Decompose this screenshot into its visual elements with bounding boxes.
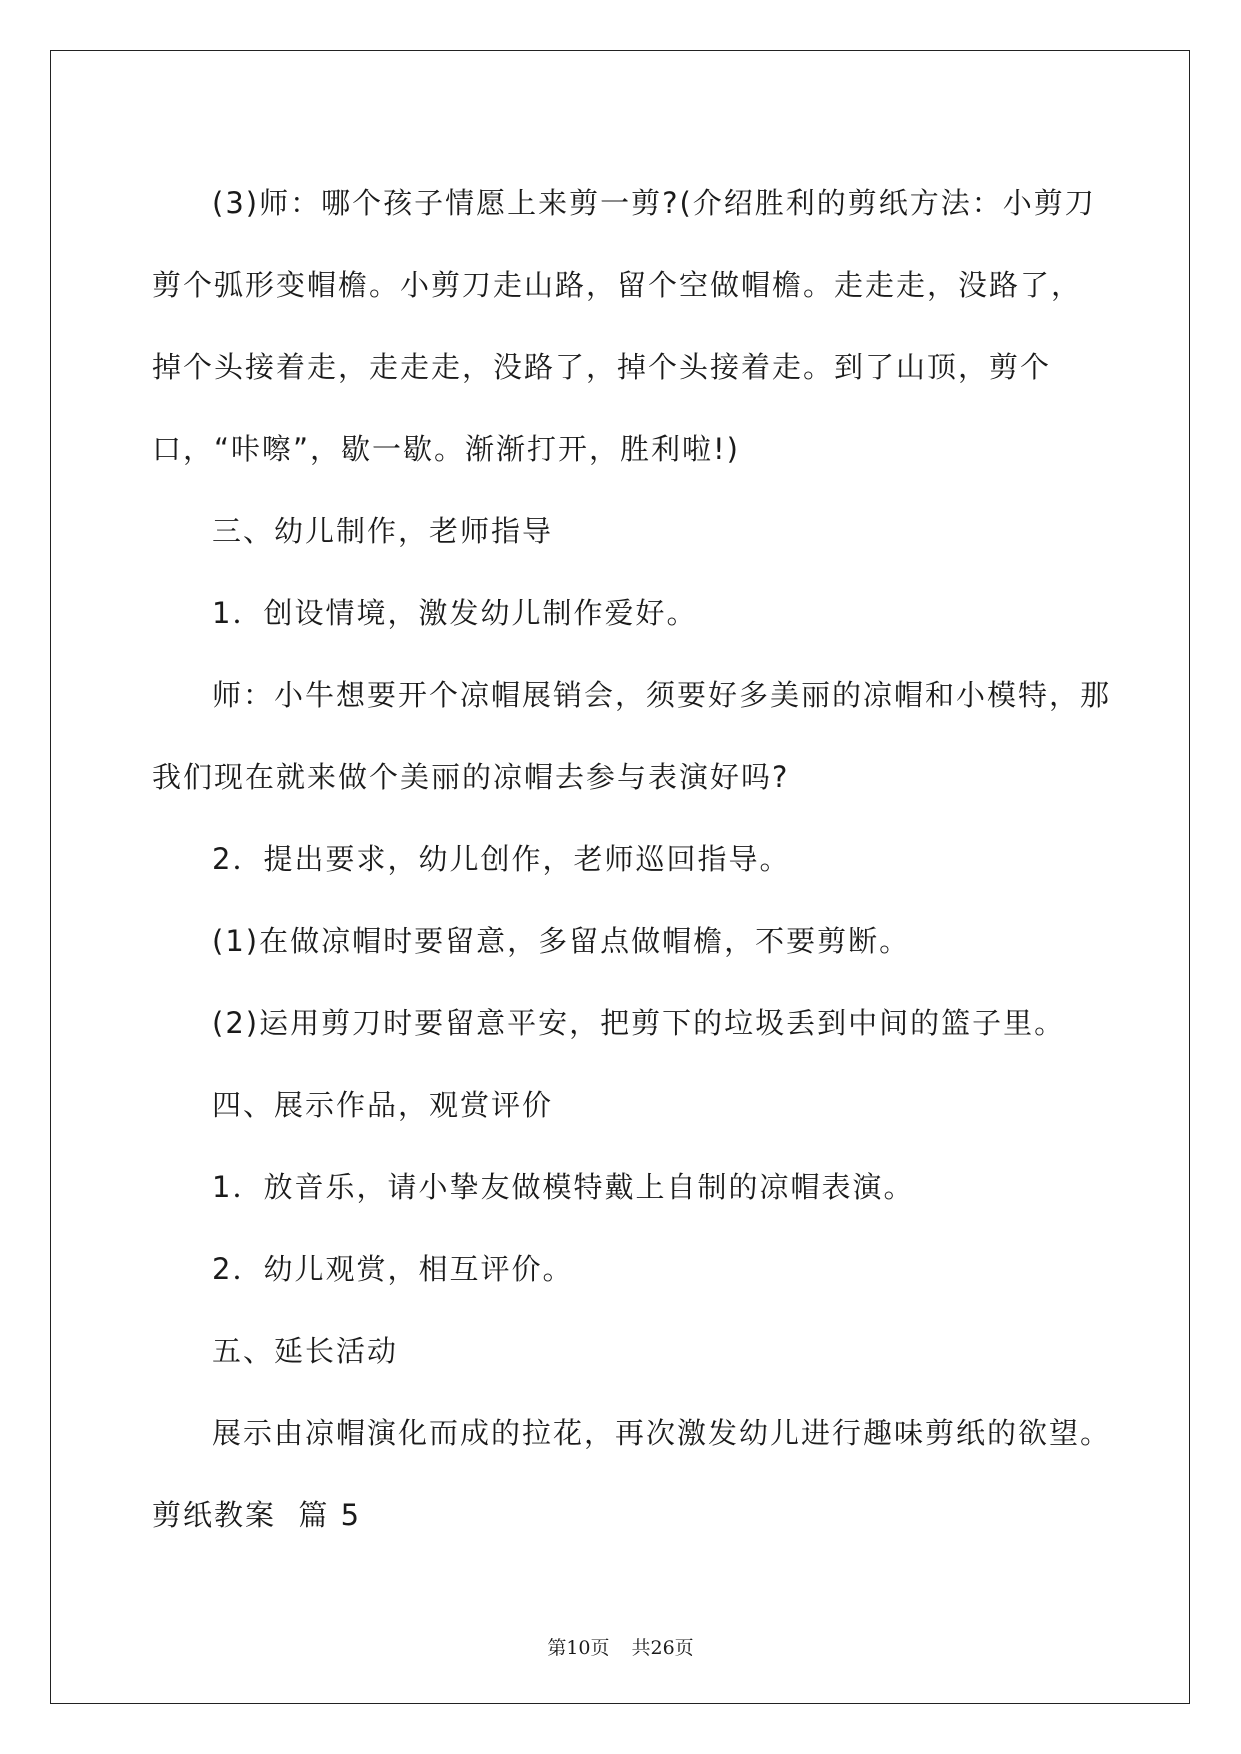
list-item-1: 1．创设情境，激发幼儿制作爱好。: [212, 596, 698, 630]
list-item-show-1: 1．放音乐，请小挚友做模特戴上自制的凉帽表演。: [212, 1170, 915, 1204]
paragraph-teacher-prompt: 师：小牛想要开个凉帽展销会，须要好多美丽的凉帽和小模特，那我们现在就来做个美丽的凉帽去参与表演好吗?: [152, 678, 1112, 794]
page-number: 第10页: [547, 1637, 610, 1659]
section-heading-5: 五、延长活动: [212, 1334, 399, 1368]
section-heading-4: 四、展示作品，观赏评价: [212, 1088, 554, 1122]
requirement-1: (1)在做凉帽时要留意，多留点做帽檐，不要剪断。: [212, 924, 911, 958]
page-footer: [0, 1633, 1241, 1660]
list-item-show-2: 2．幼儿观赏，相互评价。: [212, 1252, 574, 1286]
lesson-title: 剪纸教案 篇 5: [152, 1498, 362, 1532]
paragraph-extension: 展示由凉帽演化而成的拉花，再次激发幼儿进行趣味剪纸的欲望。: [212, 1416, 1112, 1450]
page-total: 共26页: [631, 1637, 694, 1659]
section-heading-3: 三、幼儿制作，老师指导: [212, 514, 554, 548]
requirement-2: (2)运用剪刀时要留意平安，把剪下的垃圾丢到中间的篮子里。: [212, 1006, 1066, 1040]
list-item-2: 2．提出要求，幼儿创作，老师巡回指导。: [212, 842, 791, 876]
document-body: [152, 162, 1112, 1556]
paragraph-cutting-method: (3)师：哪个孩子情愿上来剪一剪?(介绍胜利的剪纸方法：小剪刀剪个弧形变帽檐。小剪刀走山路，留个空做帽檐。走走走，没路了，掉个头接着走，走走走，没路了，掉个头接着走。到了山顶，剪个口，“咔嚓”，歇一歇。渐渐打开，胜利啦!): [152, 186, 1096, 466]
